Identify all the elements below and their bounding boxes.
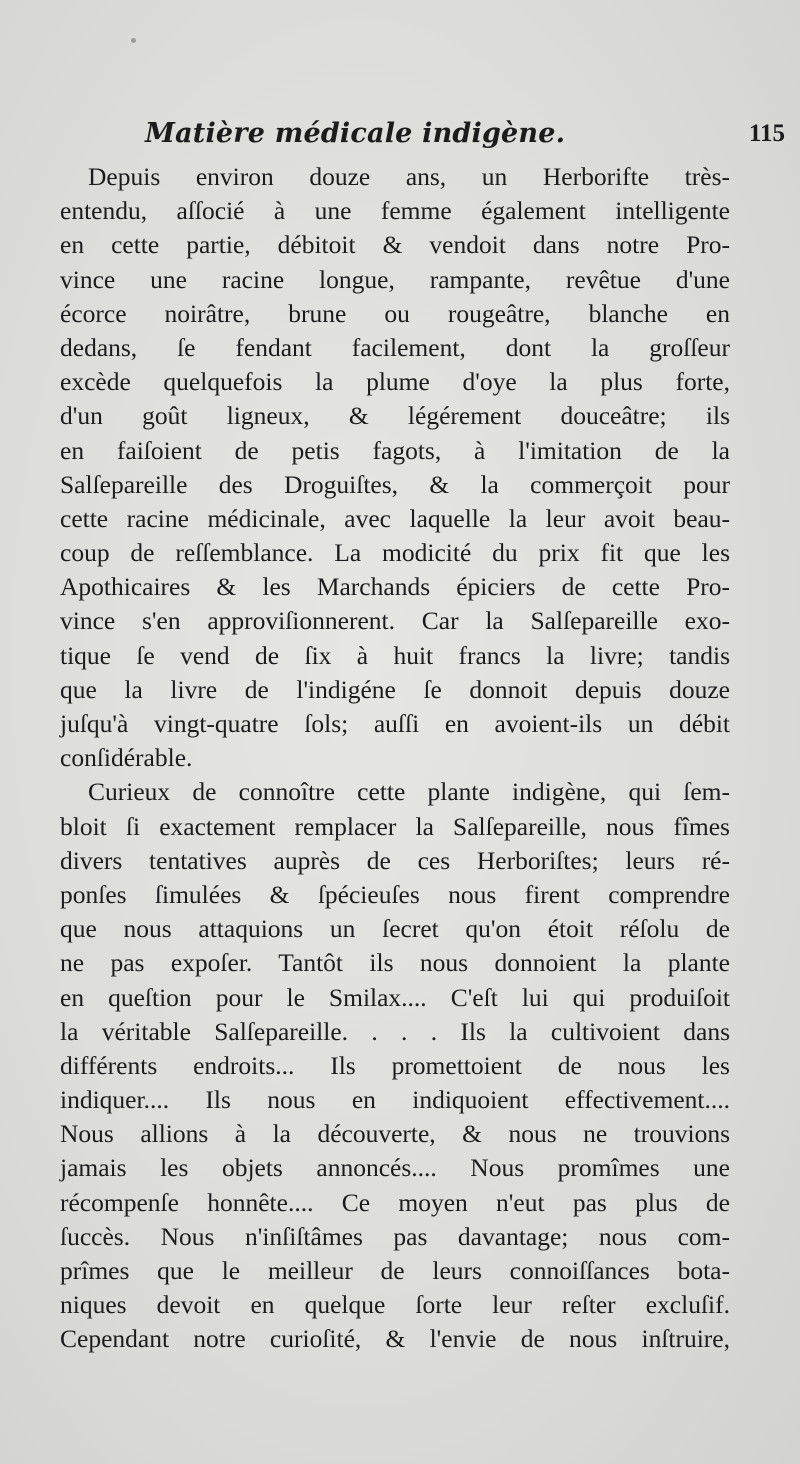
text-line: niques devoit en quelque ſorte leur reſter excluſif.: [60, 1290, 730, 1320]
running-title: Matière médicale indigène.: [145, 118, 566, 149]
text-line: vince s'en approviſionnerent. Car la Salſepareille exo-: [60, 606, 730, 636]
text-line: Curieux de connoître cette plante indigène, qui ſem-: [88, 777, 730, 807]
text-line: prîmes que le meilleur de leurs connoiſſances bota-: [60, 1256, 730, 1285]
text-line: Apothicaires & les Marchands épiciers de cette Pro-: [60, 572, 730, 602]
text-line: vince une racine longue, rampante, revêtue d'une: [60, 264, 730, 294]
text-line: la véritable Salſepareille. . . . Ils la cultivoient dans: [60, 1016, 730, 1046]
text-line: écorce noirâtre, brune ou rougeâtre, blanche en: [60, 298, 730, 328]
text-line: entendu, aſſocié à une femme également intelligente: [60, 196, 730, 226]
page-number: 115: [748, 120, 785, 147]
text-line: bloit ſi exactement remplacer la Salſepareille, nous fîmes: [60, 811, 730, 841]
text-line: en faiſoient de petis fagots, à l'imitation de la: [60, 435, 730, 465]
text-line: Depuis environ douze ans, un Herborifte très-: [88, 162, 730, 191]
text-line: que nous attaquions un ſecret qu'on étoit réſolu de: [60, 914, 730, 944]
text-line: divers tentatives auprès de ces Herboriſtes; leurs ré-: [60, 845, 730, 875]
text-line: que la livre de l'indigéne ſe donnoit depuis douze: [60, 674, 730, 704]
text-line: en queſtion pour le Smilax.... C'eſt lui qui produiſoit: [60, 982, 730, 1012]
text-line: conſidérable.: [60, 743, 193, 773]
text-line: ne pas expoſer. Tantôt ils nous donnoient la plante: [60, 948, 730, 978]
paragraph: [60, 160, 730, 775]
ink-spot: [131, 38, 136, 43]
body-text: [60, 160, 730, 1357]
text-line: dedans, ſe fendant facilement, dont la groſſeur: [60, 332, 730, 362]
text-line: récompenſe honnête.... Ce moyen n'eut pas plus de: [60, 1187, 730, 1217]
text-line: Cependant notre curioſité, & l'envie de nous inſtruire,: [60, 1324, 730, 1354]
text-line: ponſes ſimulées & ſpécieuſes nous firent comprendre: [60, 879, 730, 909]
text-line: en cette partie, débitoit & vendoit dans notre Pro-: [60, 230, 730, 260]
page-header: [145, 118, 785, 158]
text-line: juſqu'à vingt-quatre ſols; auſſi en avoient-ils un débit: [60, 709, 730, 738]
paragraph: [60, 775, 730, 1356]
text-line: tique ſe vend de ſix à huit francs la livre; tandis: [60, 640, 730, 670]
text-line: indiquer.... Ils nous en indiquoient effectivement....: [60, 1085, 730, 1115]
text-line: cette racine médicinale, avec laquelle la leur avoit beau-: [60, 503, 730, 533]
text-line: ſuccès. Nous n'inſiſtâmes pas davantage; nous com-: [60, 1221, 730, 1251]
text-line: coup de reſſemblance. La modicité du prix fit que les: [60, 538, 730, 568]
text-line: d'un goût ligneux, & légérement douceâtre; ils: [60, 401, 730, 431]
text-line: jamais les objets annoncés.... Nous promîmes une: [60, 1153, 730, 1183]
text-line: Salſepareille des Droguiſtes, & la commerçoit pour: [60, 469, 730, 499]
text-line: différents endroits... Ils promettoient de nous les: [60, 1050, 730, 1080]
text-line: excède quelquefois la plume d'oye la plus forte,: [60, 367, 730, 397]
text-line: Nous allions à la découverte, & nous ne trouvions: [60, 1119, 730, 1149]
